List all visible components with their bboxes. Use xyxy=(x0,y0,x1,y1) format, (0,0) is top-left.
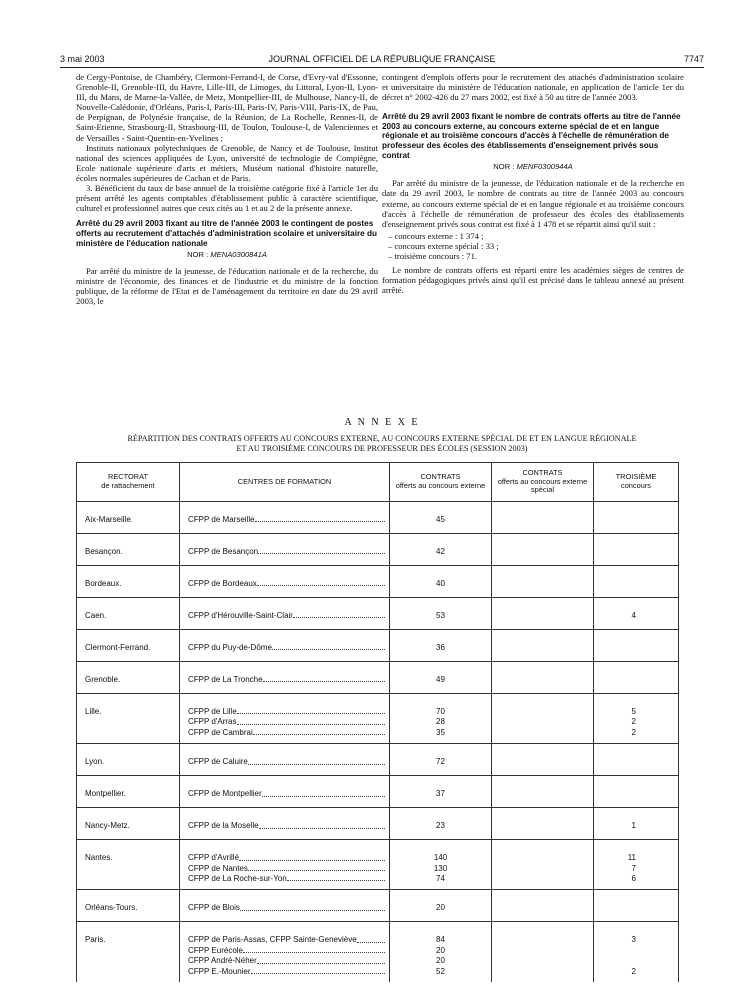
externe-cell xyxy=(390,840,492,890)
special-cell xyxy=(492,598,594,630)
dot-leader xyxy=(287,874,385,881)
header-rectorat xyxy=(77,463,180,502)
special-cell xyxy=(492,566,594,598)
header-externe xyxy=(390,463,492,502)
rectorat-name: Besançon. xyxy=(85,547,123,556)
special-cell xyxy=(492,502,594,534)
rectorat-cell xyxy=(77,840,180,890)
centre-line xyxy=(188,643,389,653)
special-cell xyxy=(492,744,594,776)
troisieme-cell xyxy=(594,630,679,662)
header-rectorat-title: RECTORAT xyxy=(108,472,148,482)
centres-cell xyxy=(180,890,390,922)
special-cell xyxy=(492,630,594,662)
troisieme-value: 6 xyxy=(631,873,636,883)
rectorat-cell xyxy=(77,694,180,744)
rectorat-cell xyxy=(77,534,180,566)
rectorat-cell xyxy=(77,922,180,983)
centres-cell xyxy=(180,566,390,598)
centres-cell xyxy=(180,776,390,808)
externe-value: 72 xyxy=(436,757,445,767)
centre-name: CFPP de la Moselle xyxy=(188,821,259,831)
externe-value: 53 xyxy=(436,611,445,620)
externe-value: 36 xyxy=(436,643,445,652)
centres-cell xyxy=(180,840,390,890)
centre-name: CFPP d'Hérouville-Saint-Clair xyxy=(188,611,293,620)
nor-label: NOR : xyxy=(187,250,209,260)
header-rule xyxy=(60,67,704,68)
special-cell xyxy=(492,922,594,983)
nor-reference xyxy=(382,162,684,172)
externe-value: 45 xyxy=(436,515,445,524)
troisieme-cell xyxy=(594,694,679,744)
dot-leader xyxy=(259,821,385,828)
centres-cell xyxy=(180,630,390,662)
dot-leader xyxy=(357,935,385,942)
externe-cell xyxy=(390,502,492,534)
externe-cell xyxy=(390,598,492,630)
externe-cell xyxy=(390,630,492,662)
centre-line xyxy=(188,611,389,621)
table-row xyxy=(77,776,679,808)
centre-line xyxy=(188,579,389,589)
externe-cell xyxy=(390,694,492,744)
rectorat-name: Paris. xyxy=(85,935,106,945)
externe-value: 130 xyxy=(433,863,448,873)
centres-cell xyxy=(180,502,390,534)
annexe-title xyxy=(60,434,704,454)
externe-value: 70 xyxy=(436,707,445,716)
arrete-heading-contrats: Arrêté du 29 avril 2003 fixant le nombre de contrats offerts au titre de l'année 2003 au concours externe, au concours externe spécial de et en langue régionale et au troisième concours d'accès à l'échelle de rémunération de professeur des écoles des établissements d'enseignement privés sous contrat xyxy=(382,112,681,160)
table-row xyxy=(77,566,679,598)
rectorat-name: Caen. xyxy=(85,611,107,620)
header-externe-title: CONTRATS xyxy=(420,472,461,482)
centre-name: CFPP de Caluire xyxy=(188,757,248,767)
centre-name: CFPP de Montpellier xyxy=(188,789,262,799)
troisieme-value: 2 xyxy=(631,727,636,737)
centres-cell xyxy=(180,534,390,566)
troisieme-value: 2 xyxy=(631,717,636,727)
troisieme-value: 4 xyxy=(631,611,636,620)
header-special-title: CONTRATS xyxy=(522,468,563,478)
right-column xyxy=(382,72,684,295)
header-troisieme-sub: concours xyxy=(621,481,651,490)
dot-leader xyxy=(237,707,385,714)
centre-line xyxy=(188,874,389,884)
centre-name: CFPP Eurécole xyxy=(188,945,243,955)
header-externe-sub: offerts au concours externe xyxy=(395,481,486,490)
troisieme-value xyxy=(594,946,636,956)
troisieme-cell xyxy=(594,808,679,840)
table-body xyxy=(77,502,679,983)
dot-leader xyxy=(258,547,385,554)
troisieme-value: 2 xyxy=(631,966,636,976)
dot-leader xyxy=(248,757,385,764)
centre-line xyxy=(188,707,389,717)
table-row xyxy=(77,534,679,566)
troisieme-cell xyxy=(594,744,679,776)
special-cell xyxy=(492,840,594,890)
nor-reference xyxy=(76,250,378,260)
externe-value: 20 xyxy=(436,903,445,913)
externe-value: 49 xyxy=(436,675,445,684)
rectorat-cell xyxy=(77,566,180,598)
externe-value: 20 xyxy=(436,956,445,966)
dot-leader xyxy=(293,611,385,618)
centres-cell xyxy=(180,808,390,840)
centre-name: CFPP de Lille xyxy=(188,707,237,716)
externe-value: 37 xyxy=(436,789,445,799)
centre-line xyxy=(188,757,389,767)
left-paragraph-2: Instituts nationaux polytechniques de Grenoble, de Nancy et de Toulouse, Institut national des sciences appliquées de Lyon, université de technologie de Compiègne, Ecole nationale supérieure d'arts et métiers, Muséum national d'histoire naturelle, écoles normales supérieures de Cachan et de Paris. xyxy=(76,142,378,183)
troisieme-value: 3 xyxy=(631,935,636,945)
centre-line xyxy=(188,946,389,956)
centre-line xyxy=(188,967,389,977)
centres-cell xyxy=(180,922,390,983)
header-troisieme-title: TROISIÈME xyxy=(615,472,657,482)
table-header-row xyxy=(77,463,679,502)
list-item: – concours externe : 1 374 ; xyxy=(388,230,484,241)
dot-leader xyxy=(243,946,385,953)
header-special xyxy=(492,463,594,502)
rectorat-name: Bordeaux. xyxy=(85,579,122,588)
header-rectorat-sub: de rattachement xyxy=(101,481,155,490)
externe-value: 28 xyxy=(436,717,445,727)
rectorat-name: Grenoble. xyxy=(85,675,121,684)
externe-value: 42 xyxy=(436,547,445,556)
troisieme-cell xyxy=(594,534,679,566)
header-special-sub: offerts au concours externe spécial xyxy=(497,476,588,495)
dot-leader xyxy=(257,956,385,963)
centre-name: CFPP de Marseille xyxy=(188,515,255,524)
table-row xyxy=(77,694,679,744)
header-centres-title: CENTRES DE FORMATION xyxy=(237,476,332,486)
arrete-heading-attaches: Arrêté du 29 avril 2003 fixant au titre de l'année 2003 le contingent de postes offerts au recrutement d'attachés d'administration scolaire et universitaire du ministère de l'éducation nationale xyxy=(76,219,378,248)
rectorat-cell xyxy=(77,630,180,662)
nor-code: MENA0300841A xyxy=(210,250,267,260)
table-row xyxy=(77,502,679,534)
externe-cell xyxy=(390,890,492,922)
contracts-table xyxy=(76,462,679,982)
list-item: – troisième concours : 71. xyxy=(388,251,478,261)
centre-name: CFPP de Cambrai xyxy=(188,727,253,737)
rectorat-name: Orléans-Tours. xyxy=(85,903,138,913)
special-cell xyxy=(492,534,594,566)
centres-cell xyxy=(180,662,390,694)
troisieme-value: 5 xyxy=(631,707,636,716)
rectorat-name: Lille. xyxy=(85,707,102,716)
externe-value: 23 xyxy=(436,821,445,831)
centre-line xyxy=(188,515,389,525)
externe-cell xyxy=(390,922,492,983)
troisieme-cell xyxy=(594,890,679,922)
header-troisieme xyxy=(594,463,679,502)
centre-line xyxy=(188,728,389,738)
externe-value: 140 xyxy=(433,853,448,863)
troisieme-cell xyxy=(594,662,679,694)
rectorat-name: Nancy-Metz. xyxy=(85,821,130,831)
centres-cell xyxy=(180,598,390,630)
dot-leader xyxy=(255,515,385,522)
centre-name: CFPP d'Arras xyxy=(188,717,237,727)
page-header xyxy=(60,54,704,66)
special-cell xyxy=(492,890,594,922)
dot-leader xyxy=(262,789,385,796)
dot-leader xyxy=(272,643,385,650)
nor-code: MENF0300944A xyxy=(516,162,573,172)
centre-name: CFPP de Bordeaux xyxy=(188,579,257,588)
externe-value: 40 xyxy=(436,579,445,588)
left-paragraph-3: 3. Bénéficient du taux de base annuel de la troisième catégorie fixé à l'article 1er du présent arrêté les agents comptables d'établissement public à caractère scientifique, culturel et professionnel autres que ceux cités au 1 et au 2 de la présente annexe. xyxy=(76,183,378,214)
externe-value: 52 xyxy=(436,966,445,976)
dot-leader xyxy=(239,853,385,860)
centre-name: CFPP André-Néher xyxy=(188,956,257,966)
troisieme-value: 1 xyxy=(631,821,636,831)
rectorat-cell xyxy=(77,502,180,534)
rectorat-cell xyxy=(77,776,180,808)
centre-name: CFPP de La Roche-sur-Yon xyxy=(188,873,287,883)
centre-name: CFPP de Besançon xyxy=(188,547,259,556)
rectorat-cell xyxy=(77,890,180,922)
special-cell xyxy=(492,808,594,840)
rectorat-name: Montpellier. xyxy=(85,789,126,799)
troisieme-cell xyxy=(594,922,679,983)
troisieme-cell xyxy=(594,502,679,534)
rectorat-cell xyxy=(77,598,180,630)
centre-line xyxy=(188,903,389,913)
externe-cell xyxy=(390,534,492,566)
dot-leader xyxy=(237,717,385,724)
centre-name: CFPP de Paris-Assas, CFPP Sainte-Geneviève xyxy=(188,935,357,945)
centre-line xyxy=(188,864,389,874)
rectorat-cell xyxy=(77,744,180,776)
special-cell xyxy=(492,662,594,694)
rectorat-cell xyxy=(77,662,180,694)
table-row xyxy=(77,922,679,983)
troisieme-value xyxy=(594,956,636,966)
rectorat-name: Nantes. xyxy=(85,853,113,863)
contract-list xyxy=(388,231,684,261)
left-paragraph-4: Par arrêté du ministre de la jeunesse, de l'éducation nationale et de la recherche, du ministre de l'économie, des finances et de l'industrie et du ministre de la fonction publique, de la réforme de l'Etat et de l'aménagement du territoire en date du 29 avril 2003, le xyxy=(76,266,378,307)
dot-leader xyxy=(253,728,385,735)
special-cell xyxy=(492,776,594,808)
troisieme-cell xyxy=(594,776,679,808)
dot-leader xyxy=(257,579,385,586)
list-item: – concours externe spécial : 33 ; xyxy=(388,240,499,251)
table-row xyxy=(77,630,679,662)
externe-value: 35 xyxy=(436,727,445,737)
externe-value: 74 xyxy=(436,873,445,883)
right-paragraph-1: contingent d'emplois offerts pour le recrutement des attachés d'administration scolaire et universitaire du ministère de l'éducation nationale, en application de l'article 1er du décret n° 2002-426 du 27 mars 2002, est fixé à 50 au titre de l'année 2003. xyxy=(382,72,684,103)
centre-name: CFPP de Blois xyxy=(188,903,240,913)
table-row xyxy=(77,744,679,776)
header-centres xyxy=(180,463,390,502)
table-row xyxy=(77,598,679,630)
centres-cell xyxy=(180,694,390,744)
dot-leader xyxy=(251,967,385,974)
centre-line xyxy=(188,956,389,966)
externe-cell xyxy=(390,662,492,694)
header-journal-title: JOURNAL OFFICIEL DE LA RÉPUBLIQUE FRANÇAISE xyxy=(268,54,496,64)
troisieme-value: 11 xyxy=(627,853,636,863)
left-paragraph-1: de Cergy-Pontoise, de Chambéry, Clermont-Ferrand-I, de Corse, d'Evry-val d'Essonne, Grenoble-II, Grenoble-III, du Havre, Lille-III, de Limoges, du Littoral, Lyon-II, Lyon-III, du Mans, de Marne-la-Vallée, de Metz, Montpellier-III, de Mulhouse, Nancy-II, de Nouvelle-Calédonie, d'Orléans, Paris-I, Paris-III, Paris-IV, Paris-VIII, Paris-IX, de Pau, de Perpignan, de Polynésie française, de la Réunion, de La Rochelle, Rennes-II, de Saint-Etienne, Strasbourg-II, Strasbourg-III, de Toulon, Toulouse-I, de Valenciennes et de Versailles - Saint-Quentin-en-Yvelines ; xyxy=(76,72,378,143)
rectorat-name: Lyon. xyxy=(85,757,105,767)
troisieme-cell xyxy=(594,566,679,598)
centres-cell xyxy=(180,744,390,776)
centre-line xyxy=(188,789,389,799)
table-row xyxy=(77,840,679,890)
externe-cell xyxy=(390,776,492,808)
header-date: 3 mai 2003 xyxy=(60,54,105,64)
centre-name: CFPP de La Tronche xyxy=(188,675,263,684)
left-column xyxy=(76,72,378,307)
externe-value: 84 xyxy=(436,935,445,945)
externe-cell xyxy=(390,566,492,598)
rectorat-cell xyxy=(77,808,180,840)
centre-line xyxy=(188,717,389,727)
troisieme-value: 7 xyxy=(631,863,636,873)
externe-value: 20 xyxy=(436,945,445,955)
rectorat-name: Aix-Marseille. xyxy=(85,515,134,524)
centre-line xyxy=(188,675,389,685)
right-paragraph-2: Par arrêté du ministre de la jeunesse, de l'éducation nationale et de la recherche en date du 29 avril 2003, le nombre de contrats au titre de l'année 2003 au concours externe, au concours externe spécial de et en langue régionale et au troisième concours d'accès à l'échelle de rémunération de professeur des écoles des établissements d'enseignement privés sous contrat est fixé à 1 478 et se répartit ainsi qu'il suit : xyxy=(382,178,684,229)
table-row xyxy=(77,808,679,840)
externe-cell xyxy=(390,808,492,840)
annexe-label: A N N E X E xyxy=(344,417,420,428)
header-page-number: 7747 xyxy=(683,54,704,64)
centre-name: CFPP d'Avrillé xyxy=(188,853,240,863)
centre-line xyxy=(188,547,389,557)
centre-line xyxy=(188,935,389,945)
annexe-title-line-1: RÉPARTITION DES CONTRATS OFFERTS AU CONCOURS EXTERNE, AU CONCOURS EXTERNE SPÉCIAL DE ET EN LANGUE RÉGIONALE xyxy=(127,434,637,443)
right-paragraph-3: Le nombre de contrats offerts est réparti entre les académies sièges de centres de formation pédagogiques privés ainsi qu'il est précisé dans le tableau annexé au présent arrêté. xyxy=(382,265,684,296)
troisieme-cell xyxy=(594,840,679,890)
dot-leader xyxy=(240,903,385,910)
annexe-title-line-2: ET AU TROISIÈME CONCOURS DE PROFESSEUR DES ÉCOLES (SESSION 2003) xyxy=(236,444,528,453)
dot-leader xyxy=(248,864,385,871)
externe-cell xyxy=(390,744,492,776)
special-cell xyxy=(492,694,594,744)
table-row xyxy=(77,662,679,694)
centre-line xyxy=(188,821,389,831)
rectorat-name: Clermont-Ferrand. xyxy=(85,643,151,652)
centre-line xyxy=(188,853,389,863)
troisieme-cell xyxy=(594,598,679,630)
centre-name: CFPP de Nantes xyxy=(188,863,248,873)
nor-label: NOR : xyxy=(493,162,515,172)
centre-name: CFPP E.-Mounier xyxy=(188,966,251,976)
centre-name: CFPP du Puy-de-Dôme xyxy=(188,643,272,652)
table-row xyxy=(77,890,679,922)
dot-leader xyxy=(263,675,385,682)
